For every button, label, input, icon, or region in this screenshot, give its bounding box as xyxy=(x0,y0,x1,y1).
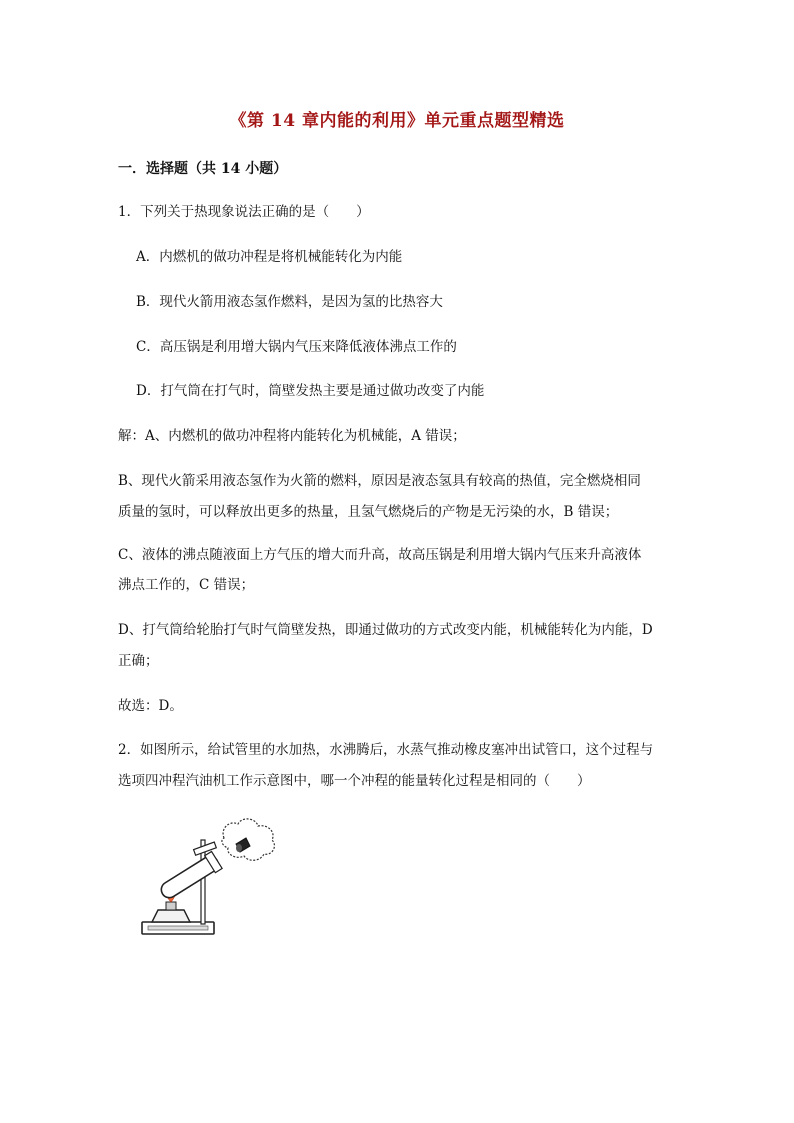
question-2-stem-line: 2．如图所示，给试管里的水加热，水沸腾后，水蒸气推动橡皮塞冲出试管口，这个过程与 xyxy=(118,742,654,758)
alcohol-lamp xyxy=(152,910,190,922)
solution-line: B、现代火箭采用液态氢作为火箭的燃料，原因是液态氢具有较高的热值，完全燃烧相同 xyxy=(118,473,641,489)
option-d: D．打气筒在打气时，筒壁发热主要是通过做功改变了内能 xyxy=(136,383,485,399)
answer-line: 故选：D。 xyxy=(118,698,183,714)
solution-line: 解：A、内燃机的做功冲程将内能转化为机械能，A 错误； xyxy=(118,428,466,444)
test-tube-heating-figure xyxy=(138,818,278,944)
document-title: 《第 14 章内能的利用》单元重点题型精选 xyxy=(229,111,565,131)
solution-line: 沸点工作的，C 错误； xyxy=(118,577,255,593)
solution-line: C、液体的沸点随液面上方气压的增大而升高，故高压锅是利用增大锅内气压来升高液体 xyxy=(118,547,642,563)
solution-line: 质量的氢时，可以释放出更多的热量，且氢气燃烧后的产物是无污染的水，B 错误； xyxy=(118,504,619,520)
question-1-stem: 1．下列关于热现象说法正确的是（ ） xyxy=(118,204,370,220)
solution-line: 正确； xyxy=(118,653,159,669)
option-b: B．现代火箭用液态氢作燃料，是因为氢的比热容大 xyxy=(136,294,443,310)
steam-cloud xyxy=(222,819,275,860)
solution-line: D、打气筒给轮胎打气时气筒壁发热，即通过做功的方式改变内能，机械能转化为内能，D xyxy=(118,622,653,638)
section-heading: 一．选择题（共 14 小题） xyxy=(118,161,288,177)
option-a: A．内燃机的做功冲程是将机械能转化为内能 xyxy=(136,249,403,265)
option-c: C．高压锅是利用增大锅内气压来降低液体沸点工作的 xyxy=(136,339,457,355)
question-2-stem-line: 选项四冲程汽油机工作示意图中，哪一个冲程的能量转化过程是相同的（ ） xyxy=(118,773,591,789)
